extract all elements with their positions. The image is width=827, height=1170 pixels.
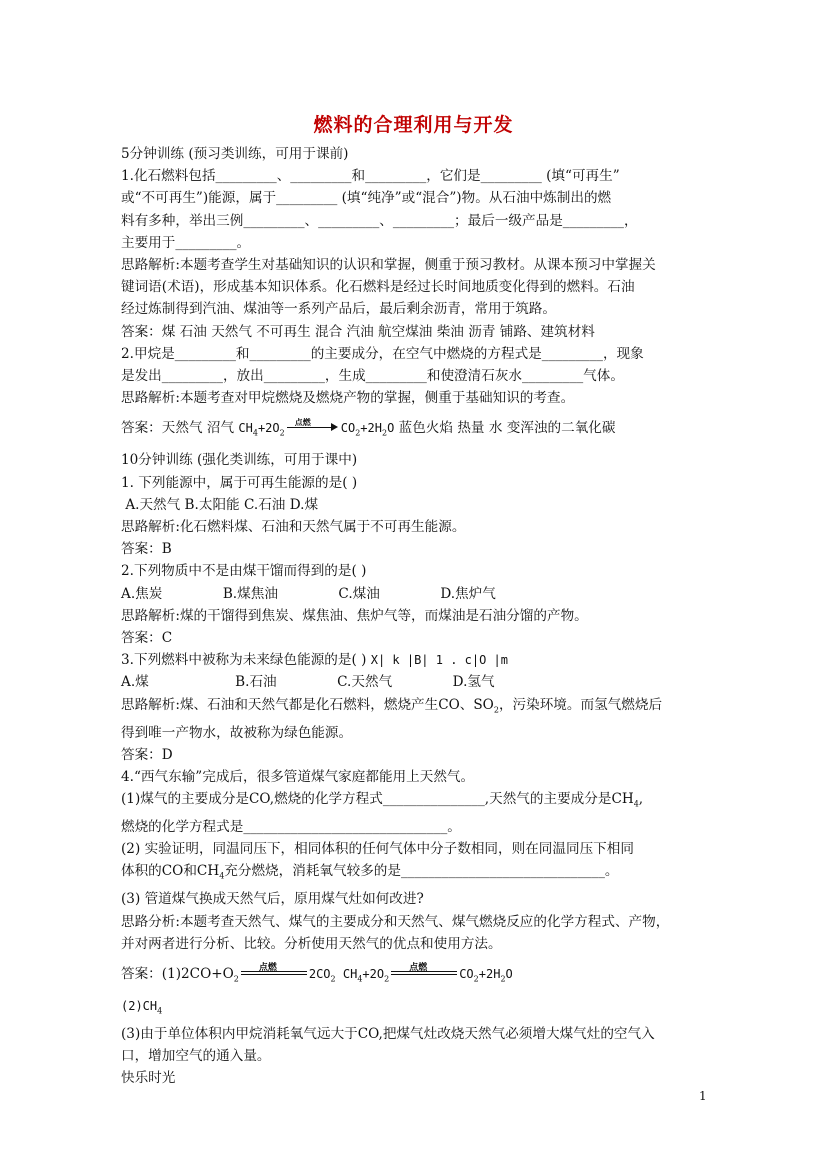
document-body — [121, 143, 713, 1089]
q4-part1-line2: 燃烧的化学方程式是______________________________。 — [121, 819, 461, 836]
watermark-text: X| k |B| 1 . c|O |m — [370, 653, 508, 668]
mc3-explanation-2: 得到唯一产物水，故被称为绿色能源。 — [121, 724, 353, 741]
q4-explanation-2: 并对两者进行分析、比较。分析使用天然气的优点和使用方法。 — [121, 935, 502, 952]
q4-answer-2: $(2)CH_4$ — [121, 998, 163, 1016]
q1-explanation-1: 思路解析:本题考查学生对基础知识的认识和掌握，侧重于预习教材。从课本预习中掌握关 — [121, 257, 656, 274]
q4-answer-3-line2: 口，增加空气的通入量。 — [121, 1048, 271, 1065]
q4-part2-line2: 体积的CO和$CH_4$充分燃烧，消耗氧气较多的是______________________________。 — [121, 863, 619, 882]
mc1-answer: 答案：B — [121, 541, 172, 558]
q4-explanation-1: 思路分析:本题考查天然气、煤气的主要成分和天然气、煤气燃烧反应的化学方程式、产物， — [121, 913, 670, 930]
section-heading-10min: 10分钟训练 (强化类训练，可用于课中) — [121, 452, 358, 469]
mc1-options: A.天然气 B.太阳能 C.石油 D.煤 — [121, 496, 319, 513]
mc2-question: 2.下列物质中不是由煤干馏而得到的是( ) — [121, 563, 367, 580]
mc3-answer: 答案：D — [121, 746, 173, 763]
q1-line-1: 1.化石燃料包括_________、_________和_________，它们是_________ (填“可再生” — [121, 168, 620, 185]
q1-line-3: 料有多种，举出三例_________、_________、_________；最后一级产品是_________， — [121, 212, 638, 229]
q4-stem: 4.“西气东输”完成后，很多管道煤气家庭都能用上天然气。 — [121, 768, 475, 785]
q1-explanation-3: 经过炼制得到汽油、煤油等一系列产品后，最后剩余沥青，常用于筑路。 — [121, 301, 556, 318]
q4-answer-1: 答案：$(1)2CO+O_2$ 点燃 $2CO_2$ $CH_4+2O_2$ 点燃 $CO_2+2H_2O$ — [121, 962, 513, 984]
q1-line-2: 或“不可再生”)能源，属于_________ (填“纯净”或“混合”)物。从石油中炼制出的燃 — [121, 190, 612, 207]
page-number: 1 — [699, 1089, 707, 1103]
mc3-options: A.煤 B.石油 C.天然气 D.氢气 — [121, 674, 495, 691]
q4-part3: (3) 管道煤气换成天然气后，原用煤气灶如何改进? — [121, 891, 424, 908]
q4-part1-line1: (1)煤气的主要成分是CO,燃烧的化学方程式_______________,天然气的主要成分是$CH_4$, — [121, 791, 644, 809]
q2-line-2: 是发出_________，放出_________，生成_________和使澄清石灰水_________气体。 — [121, 368, 624, 385]
q1-explanation-2: 键词语(术语)，形成基本知识体系。化石燃料是经过长时间地质变化得到的燃料。石油 — [121, 279, 635, 296]
reaction-equals: 点燃 — [241, 965, 307, 979]
mc2-answer: 答案：C — [121, 629, 173, 646]
q1-line-4: 主要用于_________。 — [121, 234, 251, 251]
q2-answer: 答案：天然气 沼气 $CH_4+2O_2$ 点燃 $CO_2+2H_2O$ 蓝色火焰 热量 水 变浑浊的二氧化碳 — [121, 418, 616, 439]
q4-part2-line1: (2) 实验证明，同温同压下，相同体积的任何气体中分子数相同，则在同温同压下相同 — [121, 841, 634, 858]
q2-line-1: 2.甲烷是_________和_________的主要成分，在空气中燃烧的方程式是_________，现象 — [121, 345, 644, 362]
reaction-equals: 点燃 — [391, 965, 457, 979]
reaction-arrow: 点燃 — [287, 419, 339, 433]
q2-explanation: 思路解析:本题考查对甲烷燃烧及燃烧产物的掌握，侧重于基础知识的考查。 — [121, 390, 575, 407]
mc1-question: 1. 下列能源中，属于可再生能源的是( ) — [121, 474, 358, 491]
q4-answer-3-line1: (3)由于单位体积内甲烷消耗氧气远大于CO,把煤气灶改烧天然气必须增大煤气灶的空气入 — [121, 1025, 655, 1042]
section-heading-happy-time: 快乐时光 — [121, 1070, 176, 1087]
section-heading-5min: 5分钟训练 (预习类训练，可用于课前) — [121, 146, 349, 162]
mc2-options: A.焦炭 B.煤焦油 C.煤油 D.焦炉气 — [121, 585, 496, 602]
q1-answer: 答案：煤 石油 天然气 不可再生 混合 汽油 航空煤油 柴油 沥青 铺路、建筑材料 — [121, 323, 595, 340]
mc3-question: 3.下列燃料中被称为未来绿色能源的是( ) X| k |B| 1 . c|O |m — [121, 652, 508, 669]
mc3-explanation-1: 思路解析:煤、石油和天然气都是化石燃料，燃烧产生CO、$SO_2$，污染环境。而氢气燃烧后 — [121, 696, 663, 715]
mc1-explanation: 思路解析:化石燃料煤、石油和天然气属于不可再生能源。 — [121, 518, 466, 535]
mc2-explanation: 思路解析:煤的干馏得到焦炭、煤焦油、焦炉气等，而煤油是石油分馏的产物。 — [121, 607, 588, 624]
page-title: 燃料的合理利用与开发 — [313, 114, 514, 136]
